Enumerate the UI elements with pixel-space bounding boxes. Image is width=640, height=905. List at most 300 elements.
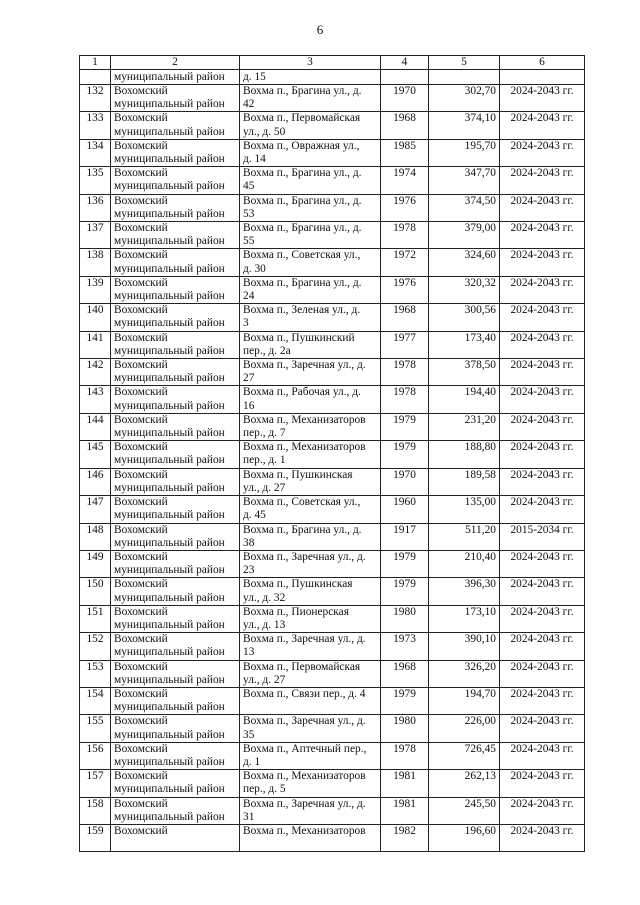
district-line: Вохомский — [114, 468, 168, 481]
area-cell — [429, 70, 500, 85]
address-cell — [240, 742, 381, 769]
column-header: 6 — [500, 56, 585, 70]
row-number-cell: 137 — [80, 222, 111, 249]
district-line: Вохомский — [114, 605, 168, 618]
district-line: муниципальный район — [114, 618, 225, 631]
row-number-cell: 138 — [80, 249, 111, 276]
period-cell: 2024-2043 гг. — [500, 304, 585, 331]
period-cell: 2024-2043 гг. — [500, 605, 585, 632]
table-row — [80, 222, 585, 249]
district-line: муниципальный район — [114, 701, 225, 714]
year-cell: 1980 — [381, 605, 429, 632]
period-cell: 2024-2043 гг. — [500, 139, 585, 166]
district-cell — [111, 605, 240, 632]
district-cell — [111, 222, 240, 249]
address-cell — [240, 496, 381, 523]
address-cell — [240, 687, 381, 714]
address-line: 53 — [243, 207, 255, 220]
table-row — [80, 441, 585, 468]
address-cell — [240, 523, 381, 550]
year-cell: 1917 — [381, 523, 429, 550]
table-row — [80, 523, 585, 550]
row-number-cell: 133 — [80, 112, 111, 139]
address-line: Вохма п., Заречная ул., д. — [243, 715, 366, 728]
district-line: муниципальный район — [114, 235, 225, 248]
year-cell: 1968 — [381, 304, 429, 331]
period-cell: 2024-2043 гг. — [500, 715, 585, 742]
address-line: Вохма п., Первомайская — [243, 660, 361, 673]
district-line: муниципальный район — [114, 591, 225, 604]
district-line: Вохомский — [114, 633, 168, 646]
address-line: 45 — [243, 180, 255, 193]
district-line: Вохомский — [114, 578, 168, 591]
column-header: 3 — [240, 56, 381, 70]
address-line: ул., д. 50 — [243, 125, 286, 138]
area-cell: 390,10 — [429, 633, 500, 660]
address-line: Вохма п., Советская ул., — [243, 496, 361, 509]
district-line: муниципальный район — [114, 564, 225, 577]
area-cell: 511,20 — [429, 523, 500, 550]
area-cell: 726,45 — [429, 742, 500, 769]
period-cell: 2024-2043 гг. — [500, 797, 585, 824]
year-cell: 1978 — [381, 742, 429, 769]
area-cell: 374,10 — [429, 112, 500, 139]
table-row — [80, 770, 585, 797]
area-cell: 262,13 — [429, 770, 500, 797]
year-cell: 1978 — [381, 222, 429, 249]
district-line: муниципальный район — [114, 783, 225, 796]
row-number-cell: 142 — [80, 359, 111, 386]
district-cell — [111, 386, 240, 413]
district-line: муниципальный район — [114, 536, 225, 549]
district-cell — [111, 304, 240, 331]
address-line: Вохма п., Механизаторов — [243, 770, 366, 783]
address-line: 23 — [243, 564, 255, 577]
period-cell: 2024-2043 гг. — [500, 824, 585, 851]
address-line: пер., д. 2а — [243, 344, 291, 357]
address-line: Вохма п., Связи пер., д. 4 — [243, 687, 366, 700]
row-number-cell: 139 — [80, 276, 111, 303]
row-number-cell: 143 — [80, 386, 111, 413]
column-header: 1 — [80, 56, 111, 70]
district-line: Вохомский — [114, 276, 168, 289]
year-cell: 1976 — [381, 194, 429, 221]
district-cell: муниципальный район — [111, 70, 240, 85]
row-number-cell: 159 — [80, 824, 111, 851]
address-line: 24 — [243, 290, 255, 303]
address-cell — [240, 359, 381, 386]
address-line: ул., д. 13 — [243, 618, 286, 631]
district-line: муниципальный район — [114, 290, 225, 303]
period-cell: 2015-2034 гг. — [500, 523, 585, 550]
row-number-cell: 157 — [80, 770, 111, 797]
area-cell: 378,50 — [429, 359, 500, 386]
row-number-cell: 155 — [80, 715, 111, 742]
address-cell: д. 15 — [240, 70, 381, 85]
table-row — [80, 660, 585, 687]
address-line: 42 — [243, 98, 255, 111]
row-number-cell: 132 — [80, 85, 111, 112]
district-line: Вохомский — [114, 386, 168, 399]
area-cell: 231,20 — [429, 413, 500, 440]
period-cell: 2024-2043 гг. — [500, 85, 585, 112]
district-line: муниципальный район — [114, 125, 225, 138]
district-line: Вохомский — [114, 85, 168, 97]
year-cell — [381, 70, 429, 85]
district-line: Вохомский — [114, 304, 168, 317]
period-cell: 2024-2043 гг. — [500, 687, 585, 714]
period-cell: 2024-2043 гг. — [500, 413, 585, 440]
area-cell: 374,50 — [429, 194, 500, 221]
district-line: Вохомский — [114, 112, 168, 125]
column-header: 4 — [381, 56, 429, 70]
row-number-cell: 149 — [80, 550, 111, 577]
table-row — [80, 249, 585, 276]
address-cell — [240, 715, 381, 742]
address-line: пер., д. 7 — [243, 427, 286, 440]
address-line: Вохма п., Брагина ул., д. — [243, 523, 362, 536]
table-row — [80, 276, 585, 303]
table-row — [80, 550, 585, 577]
address-line: Вохма п., Механизаторов — [243, 413, 366, 426]
address-cell — [240, 194, 381, 221]
district-line: муниципальный район — [114, 98, 225, 111]
address-cell — [240, 139, 381, 166]
address-cell — [240, 797, 381, 824]
year-cell: 1981 — [381, 797, 429, 824]
year-cell: 1973 — [381, 633, 429, 660]
table-row — [80, 715, 585, 742]
district-line: муниципальный район — [114, 153, 225, 166]
address-line: Вохма п., Аптечный пер., — [243, 742, 367, 755]
address-cell — [240, 386, 381, 413]
year-cell: 1979 — [381, 441, 429, 468]
table-row — [80, 85, 585, 112]
district-cell — [111, 715, 240, 742]
address-line: 55 — [243, 235, 255, 248]
district-cell — [111, 331, 240, 358]
table-row — [80, 112, 585, 139]
address-line: Вохма п., Брагина ул., д. — [243, 85, 362, 97]
period-cell — [500, 70, 585, 85]
page-number: 6 — [316, 22, 324, 37]
column-number-row — [80, 56, 585, 70]
table-row — [80, 331, 585, 358]
area-cell: 226,00 — [429, 715, 500, 742]
district-line: муниципальный район — [114, 673, 225, 686]
address-cell — [240, 112, 381, 139]
table-row — [80, 194, 585, 221]
address-line: Вохма п., Рабочая ул., д. — [243, 386, 361, 399]
table-row — [80, 742, 585, 769]
address-cell — [240, 167, 381, 194]
table-row — [80, 413, 585, 440]
district-line: муниципальный район — [114, 317, 225, 330]
district-line: муниципальный район — [114, 399, 225, 412]
address-line: 35 — [243, 728, 255, 741]
address-cell — [240, 770, 381, 797]
period-cell: 2024-2043 гг. — [500, 222, 585, 249]
row-number-cell: 136 — [80, 194, 111, 221]
row-number-cell: 152 — [80, 633, 111, 660]
year-cell: 1960 — [381, 496, 429, 523]
area-cell: 188,80 — [429, 441, 500, 468]
address-line: Вохма п., Механизаторов — [243, 824, 366, 837]
area-cell: 196,60 — [429, 824, 500, 851]
year-cell: 1982 — [381, 824, 429, 851]
address-line: Вохма п., Советская ул., — [243, 249, 361, 262]
area-cell: 326,20 — [429, 660, 500, 687]
address-cell — [240, 304, 381, 331]
period-cell: 2024-2043 гг. — [500, 276, 585, 303]
district-line: Вохомский — [114, 441, 168, 454]
district-cell — [111, 139, 240, 166]
district-cell — [111, 523, 240, 550]
period-cell: 2024-2043 гг. — [500, 468, 585, 495]
row-number-cell: 150 — [80, 578, 111, 605]
year-cell: 1979 — [381, 578, 429, 605]
area-cell: 245,50 — [429, 797, 500, 824]
period-cell: 2024-2043 гг. — [500, 578, 585, 605]
row-number-cell: 156 — [80, 742, 111, 769]
year-cell: 1979 — [381, 687, 429, 714]
year-cell: 1968 — [381, 112, 429, 139]
year-cell: 1979 — [381, 413, 429, 440]
address-cell — [240, 222, 381, 249]
period-cell: 2024-2043 гг. — [500, 331, 585, 358]
address-line: ул., д. 27 — [243, 673, 286, 686]
address-cell — [240, 468, 381, 495]
district-cell — [111, 660, 240, 687]
year-cell: 1970 — [381, 468, 429, 495]
district-line: муниципальный район — [114, 509, 225, 522]
row-number-cell: 144 — [80, 413, 111, 440]
period-cell: 2024-2043 гг. — [500, 660, 585, 687]
row-number-cell: 145 — [80, 441, 111, 468]
area-cell: 302,70 — [429, 85, 500, 112]
district-cell — [111, 359, 240, 386]
address-cell — [240, 824, 381, 851]
year-cell: 1976 — [381, 276, 429, 303]
address-line: Вохма п., Заречная ул., д. — [243, 797, 366, 810]
period-cell: 2024-2043 гг. — [500, 167, 585, 194]
period-cell: 2024-2043 гг. — [500, 742, 585, 769]
district-cell — [111, 468, 240, 495]
district-cell — [111, 112, 240, 139]
district-cell — [111, 276, 240, 303]
district-cell — [111, 578, 240, 605]
district-line: Вохомский — [114, 523, 168, 536]
area-cell: 135,00 — [429, 496, 500, 523]
district-line: Вохомский — [114, 413, 168, 426]
row-number-cell: 151 — [80, 605, 111, 632]
table-row — [80, 687, 585, 714]
year-cell: 1979 — [381, 550, 429, 577]
address-cell — [240, 249, 381, 276]
district-line: муниципальный район — [114, 646, 225, 659]
row-number-cell: 146 — [80, 468, 111, 495]
year-cell: 1968 — [381, 660, 429, 687]
address-line: Вохма п., Пушкинская — [243, 468, 353, 481]
period-cell: 2024-2043 гг. — [500, 386, 585, 413]
district-cell — [111, 194, 240, 221]
district-line: муниципальный район — [114, 454, 225, 467]
district-line: муниципальный район — [114, 262, 225, 275]
district-line: муниципальный район — [114, 207, 225, 220]
area-cell: 173,40 — [429, 331, 500, 358]
table-row — [80, 139, 585, 166]
row-number-cell: 148 — [80, 523, 111, 550]
address-cell — [240, 441, 381, 468]
district-line: Вохомский — [114, 824, 168, 837]
address-line: Вохма п., Первомайская — [243, 112, 361, 125]
district-line: Вохомский — [114, 550, 168, 563]
table-row — [80, 578, 585, 605]
district-line: муниципальный район — [114, 180, 225, 193]
address-line: Вохма п., Механизаторов — [243, 441, 366, 454]
address-line: 27 — [243, 372, 255, 385]
row-number-cell: 147 — [80, 496, 111, 523]
address-cell — [240, 331, 381, 358]
period-cell: 2024-2043 гг. — [500, 112, 585, 139]
district-line: Вохомский — [114, 770, 168, 783]
address-cell — [240, 633, 381, 660]
area-cell: 173,10 — [429, 605, 500, 632]
address-line: пер., д. 5 — [243, 783, 286, 796]
continuation-row — [80, 70, 585, 85]
row-number-cell: 153 — [80, 660, 111, 687]
district-cell — [111, 85, 240, 112]
district-line: Вохомский — [114, 359, 168, 372]
district-line: Вохомский — [114, 194, 168, 207]
period-cell: 2024-2043 гг. — [500, 249, 585, 276]
year-cell: 1981 — [381, 770, 429, 797]
address-line: 3 — [243, 317, 249, 330]
address-line: Вохма п., Пушкинский — [243, 331, 355, 344]
address-line: д. 14 — [243, 153, 266, 166]
district-line: муниципальный район — [114, 481, 225, 494]
district-line: Вохомский — [114, 331, 168, 344]
address-line: 38 — [243, 536, 255, 549]
district-line: Вохомский — [114, 742, 168, 755]
table-row — [80, 496, 585, 523]
district-line: муниципальный район — [114, 344, 225, 357]
area-cell: 324,60 — [429, 249, 500, 276]
district-cell — [111, 441, 240, 468]
table-row — [80, 386, 585, 413]
address-line: Вохма п., Пионерская — [243, 605, 349, 618]
year-cell: 1970 — [381, 85, 429, 112]
address-line: пер., д. 1 — [243, 454, 286, 467]
row-number-cell: 154 — [80, 687, 111, 714]
address-cell — [240, 605, 381, 632]
table-row — [80, 633, 585, 660]
area-cell: 210,40 — [429, 550, 500, 577]
district-line: Вохомский — [114, 249, 168, 262]
period-cell: 2024-2043 гг. — [500, 633, 585, 660]
address-line: 31 — [243, 810, 255, 823]
table-row — [80, 605, 585, 632]
area-cell: 195,70 — [429, 139, 500, 166]
address-line: Вохма п., Овражная ул., — [243, 139, 360, 152]
period-cell: 2024-2043 гг. — [500, 441, 585, 468]
district-cell — [111, 496, 240, 523]
address-cell — [240, 550, 381, 577]
housing-register-table — [79, 55, 585, 852]
row-number-cell — [80, 70, 111, 85]
address-line: д. 30 — [243, 262, 266, 275]
area-cell: 320,32 — [429, 276, 500, 303]
district-cell — [111, 633, 240, 660]
year-cell: 1980 — [381, 715, 429, 742]
district-line: Вохомский — [114, 797, 168, 810]
period-cell: 2024-2043 гг. — [500, 194, 585, 221]
district-cell — [111, 413, 240, 440]
year-cell: 1978 — [381, 359, 429, 386]
period-cell: 2024-2043 гг. — [500, 496, 585, 523]
district-line: муниципальный район — [114, 728, 225, 741]
address-cell — [240, 578, 381, 605]
area-cell: 194,40 — [429, 386, 500, 413]
address-line: д. 45 — [243, 509, 266, 522]
area-cell: 194,70 — [429, 687, 500, 714]
period-cell: 2024-2043 гг. — [500, 770, 585, 797]
area-cell: 347,70 — [429, 167, 500, 194]
address-cell — [240, 276, 381, 303]
district-cell — [111, 770, 240, 797]
address-cell — [240, 413, 381, 440]
address-line: 16 — [243, 399, 255, 412]
row-number-cell: 135 — [80, 167, 111, 194]
district-cell — [111, 824, 240, 851]
address-line: Вохма п., Брагина ул., д. — [243, 222, 362, 235]
area-cell: 189,58 — [429, 468, 500, 495]
address-line: ул., д. 32 — [243, 591, 286, 604]
row-number-cell: 134 — [80, 139, 111, 166]
district-line: муниципальный район — [114, 427, 225, 440]
row-number-cell: 158 — [80, 797, 111, 824]
address-line: Вохма п., Заречная ул., д. — [243, 359, 366, 372]
district-line: Вохомский — [114, 139, 168, 152]
address-line: д. 1 — [243, 755, 261, 768]
address-line: Вохма п., Брагина ул., д. — [243, 276, 362, 289]
table-row — [80, 824, 585, 851]
district-line: муниципальный район — [114, 372, 225, 385]
year-cell: 1977 — [381, 331, 429, 358]
address-line: 13 — [243, 646, 255, 659]
district-line: Вохомский — [114, 660, 168, 673]
district-cell — [111, 687, 240, 714]
column-header: 5 — [429, 56, 500, 70]
address-line: Вохма п., Брагина ул., д. — [243, 194, 362, 207]
district-line: муниципальный район — [114, 755, 225, 768]
district-line: Вохомский — [114, 222, 168, 235]
address-cell — [240, 85, 381, 112]
district-cell — [111, 742, 240, 769]
period-cell: 2024-2043 гг. — [500, 359, 585, 386]
year-cell: 1985 — [381, 139, 429, 166]
district-line: Вохомский — [114, 167, 168, 180]
district-cell — [111, 550, 240, 577]
row-number-cell: 140 — [80, 304, 111, 331]
year-cell: 1972 — [381, 249, 429, 276]
address-line: Вохма п., Брагина ул., д. — [243, 167, 362, 180]
year-cell: 1978 — [381, 386, 429, 413]
district-line: Вохомский — [114, 496, 168, 509]
address-line: Вохма п., Заречная ул., д. — [243, 633, 366, 646]
table-row — [80, 167, 585, 194]
address-line: Вохма п., Зеленая ул., д. — [243, 304, 361, 317]
